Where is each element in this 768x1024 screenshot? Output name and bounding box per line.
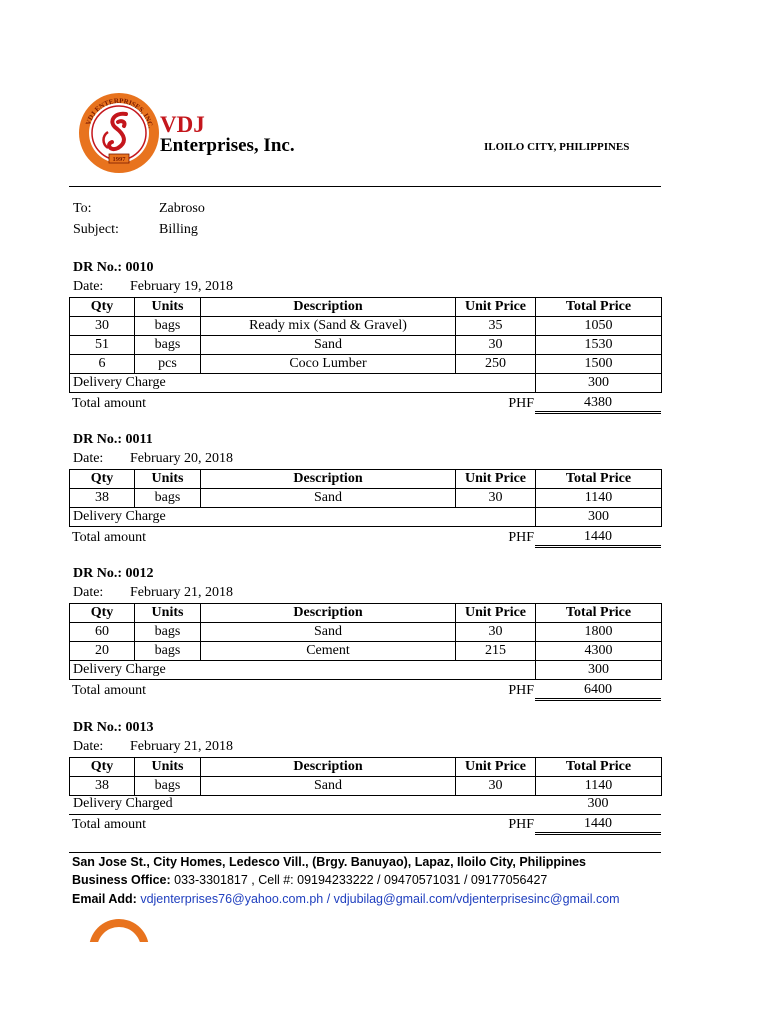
cell-units: pcs	[135, 355, 201, 374]
column-header-unit-price: Unit Price	[456, 604, 536, 623]
column-header-total-price: Total Price	[536, 298, 662, 317]
dr-number: DR No.: 0013	[73, 720, 154, 735]
footer-logo-icon	[88, 918, 150, 942]
column-header-total-price: Total Price	[536, 470, 662, 489]
email-links[interactable]: vdjenterprises76@yahoo.com.ph / vdjubilag@gmail.com/vdjenterprisesinc@gmail.com	[140, 892, 620, 906]
delivery-label: Delivery Charged	[73, 796, 173, 811]
column-header-description: Description	[201, 758, 456, 777]
column-header-unit-price: Unit Price	[456, 758, 536, 777]
cell-qty: 38	[70, 489, 135, 508]
delivery-row	[70, 661, 662, 680]
office-phones: 033-3301817 , Cell #: 09194233222 / 09470571031 / 09177056427	[170, 873, 548, 887]
cell-total-price: 4300	[536, 642, 662, 661]
cell-qty: 6	[70, 355, 135, 374]
dr-date: February 21, 2018	[130, 585, 234, 600]
table-header-row	[70, 298, 662, 317]
total-label: Total amount	[72, 396, 147, 411]
delivery-value: 300	[536, 374, 662, 393]
delivery-value: 300	[587, 796, 609, 811]
dr-date: February 19, 2018	[130, 279, 234, 294]
cell-units: bags	[135, 642, 201, 661]
cell-unit-price: 30	[456, 777, 536, 796]
delivery-row	[70, 374, 662, 393]
column-header-units: Units	[135, 298, 201, 317]
cell-units: bags	[135, 336, 201, 355]
dr-date: February 20, 2018	[130, 451, 234, 466]
total-amount: 4380	[535, 394, 661, 414]
total-row	[69, 528, 661, 547]
dr-number: DR No.: 0012	[73, 566, 154, 581]
cell-description: Ready mix (Sand & Gravel)	[201, 317, 456, 336]
total-row	[69, 681, 661, 700]
date-label: Date:	[73, 739, 104, 754]
footer-address	[72, 855, 586, 869]
dr-number: DR No.: 0010	[73, 260, 154, 275]
delivery-row	[70, 508, 662, 527]
table-row	[70, 777, 662, 796]
cell-unit-price: 215	[456, 642, 536, 661]
to-value: Zabroso	[159, 201, 205, 216]
column-header-qty: Qty	[70, 758, 135, 777]
cell-qty: 30	[70, 317, 135, 336]
total-label: Total amount	[72, 530, 147, 545]
currency-label: PHF	[508, 396, 534, 411]
cell-unit-price: 250	[456, 355, 536, 374]
company-location: ILOILO CITY, PHILIPPINES	[484, 141, 630, 153]
cell-unit-price: 35	[456, 317, 536, 336]
address-text: San Jose St., City Homes, Ledesco Vill., (Brgy. Banuyao), Lapaz, Iloilo City, Philippines	[72, 855, 587, 869]
cell-unit-price: 30	[456, 489, 536, 508]
column-header-qty: Qty	[70, 298, 135, 317]
cell-unit-price: 30	[456, 336, 536, 355]
date-label: Date:	[73, 585, 104, 600]
receipt-table	[69, 603, 662, 680]
cell-description: Sand	[201, 489, 456, 508]
cell-qty: 38	[70, 777, 135, 796]
cell-description: Cement	[201, 642, 456, 661]
dr-date: February 21, 2018	[130, 739, 234, 754]
column-header-unit-price: Unit Price	[456, 298, 536, 317]
total-amount: 1440	[535, 815, 661, 835]
cell-qty: 60	[70, 623, 135, 642]
receipt-table	[69, 469, 662, 527]
column-header-total-price: Total Price	[536, 758, 662, 777]
currency-label: PHF	[508, 683, 534, 698]
table-row	[70, 642, 662, 661]
cell-description: Sand	[201, 623, 456, 642]
cell-qty: 51	[70, 336, 135, 355]
currency-label: PHF	[508, 530, 534, 545]
table-row	[70, 623, 662, 642]
subject-label: Subject:	[73, 222, 119, 237]
table-header-row	[70, 604, 662, 623]
date-label: Date:	[73, 451, 104, 466]
office-label: Business Office:	[72, 873, 171, 887]
column-header-units: Units	[135, 604, 201, 623]
company-logo-icon	[78, 92, 160, 174]
table-header-row	[70, 470, 662, 489]
cell-total-price: 1140	[536, 777, 662, 796]
cell-units: bags	[135, 317, 201, 336]
to-label: To:	[73, 201, 92, 216]
brand-name: VDJ	[160, 112, 205, 137]
column-header-unit-price: Unit Price	[456, 470, 536, 489]
column-header-description: Description	[201, 470, 456, 489]
column-header-qty: Qty	[70, 604, 135, 623]
cell-total-price: 1530	[536, 336, 662, 355]
dr-number: DR No.: 0011	[73, 432, 153, 447]
cell-units: bags	[135, 489, 201, 508]
delivery-value: 300	[536, 508, 662, 527]
receipt-table	[69, 757, 662, 796]
delivery-label: Delivery Charge	[70, 374, 536, 393]
column-header-total-price: Total Price	[536, 604, 662, 623]
currency-label: PHF	[508, 817, 534, 832]
cell-description: Coco Lumber	[201, 355, 456, 374]
footer-divider	[69, 852, 661, 853]
total-row	[69, 815, 661, 834]
header-divider	[69, 186, 661, 187]
subject-value: Billing	[159, 222, 198, 237]
column-header-description: Description	[201, 298, 456, 317]
cell-total-price: 1050	[536, 317, 662, 336]
cell-qty: 20	[70, 642, 135, 661]
cell-description: Sand	[201, 336, 456, 355]
column-header-qty: Qty	[70, 470, 135, 489]
table-row	[70, 317, 662, 336]
footer-office	[72, 873, 547, 887]
cell-total-price: 1800	[536, 623, 662, 642]
logo-ring-text: VDJ ENTERPRISES, INC.	[84, 96, 155, 129]
total-label: Total amount	[72, 683, 147, 698]
delivery-value: 300	[536, 661, 662, 680]
column-header-units: Units	[135, 758, 201, 777]
total-amount: 6400	[535, 681, 661, 701]
delivery-label: Delivery Charge	[70, 661, 536, 680]
table-header-row	[70, 758, 662, 777]
date-label: Date:	[73, 279, 104, 294]
total-label: Total amount	[72, 817, 147, 832]
cell-unit-price: 30	[456, 623, 536, 642]
total-row	[69, 394, 661, 413]
receipt-table	[69, 297, 662, 393]
table-row	[70, 336, 662, 355]
cell-description: Sand	[201, 777, 456, 796]
footer-email	[72, 892, 620, 906]
total-amount: 1440	[535, 528, 661, 548]
column-header-description: Description	[201, 604, 456, 623]
logo-year: 1997	[112, 156, 126, 163]
email-label: Email Add:	[72, 892, 137, 906]
cell-units: bags	[135, 777, 201, 796]
table-row	[70, 489, 662, 508]
column-header-units: Units	[135, 470, 201, 489]
cell-units: bags	[135, 623, 201, 642]
cell-total-price: 1500	[536, 355, 662, 374]
table-row	[70, 355, 662, 374]
brand-subtitle: Enterprises, Inc.	[160, 135, 295, 156]
delivery-label: Delivery Charge	[70, 508, 536, 527]
cell-total-price: 1140	[536, 489, 662, 508]
